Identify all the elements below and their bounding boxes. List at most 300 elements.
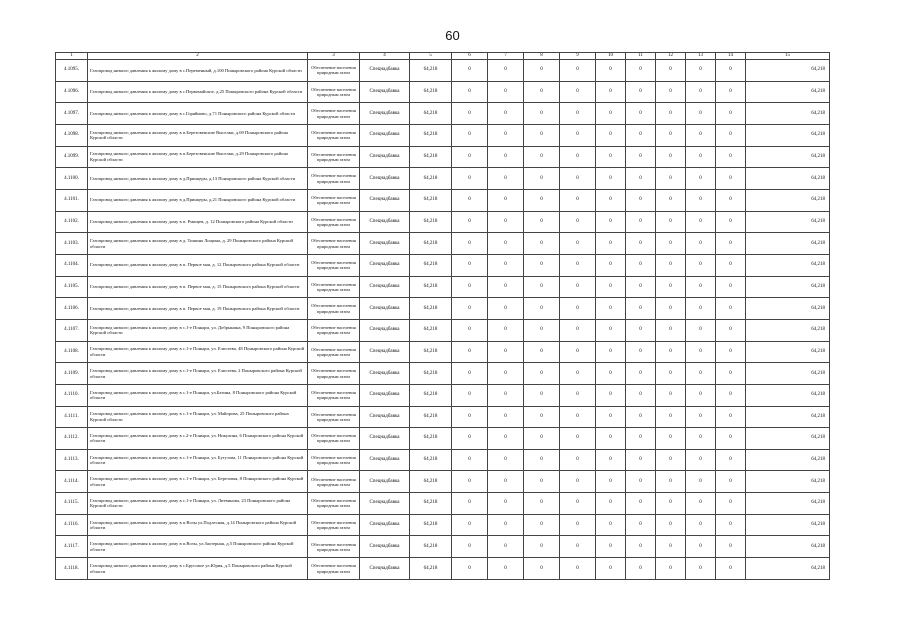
object-name: Газопровод низкого давления к жилому дому в с.1-е Поныри, ул. Березовая, 8 Поныровского района Курской области — [88, 471, 308, 493]
final-amount: 64,218 — [746, 341, 830, 363]
value-cell: 0 — [488, 514, 524, 536]
purpose-cell: Обеспечение населения природным газом — [308, 233, 360, 255]
final-amount: 64,218 — [746, 60, 830, 82]
value-cell: 0 — [596, 168, 626, 190]
column-number-header: 10 — [596, 53, 626, 60]
row-number: 4.1104. — [56, 254, 88, 276]
value-cell: 0 — [596, 103, 626, 125]
column-number-header: 4 — [360, 53, 410, 60]
value-cell: 0 — [560, 536, 596, 558]
purpose-cell: Обеспечение населения природным газом — [308, 449, 360, 471]
purpose-cell: Обеспечение населения природным газом — [308, 341, 360, 363]
table-row — [56, 449, 830, 471]
total-amount: 64,218 — [410, 341, 452, 363]
value-cell: 0 — [524, 146, 560, 168]
value-cell: 0 — [686, 363, 716, 385]
funding-source: Спецнадбавка — [360, 276, 410, 298]
value-cell: 0 — [626, 124, 656, 146]
row-number: 4.1097. — [56, 103, 88, 125]
object-name: Газопровод низкого давления к жилому дому в п. Первое мая, д. 19 Поныровского района Курской области — [88, 298, 308, 320]
total-amount: 64,218 — [410, 471, 452, 493]
value-cell: 0 — [452, 276, 488, 298]
value-cell: 0 — [716, 319, 746, 341]
funding-source: Спецнадбавка — [360, 493, 410, 515]
value-cell: 0 — [560, 406, 596, 428]
funding-source: Спецнадбавка — [360, 341, 410, 363]
row-number: 4.1118. — [56, 558, 88, 580]
total-amount: 64,218 — [410, 211, 452, 233]
row-number: 4.1100. — [56, 168, 88, 190]
value-cell: 0 — [626, 493, 656, 515]
final-amount: 64,218 — [746, 428, 830, 450]
value-cell: 0 — [626, 428, 656, 450]
value-cell: 0 — [656, 276, 686, 298]
value-cell: 0 — [626, 276, 656, 298]
table-row — [56, 428, 830, 450]
value-cell: 0 — [656, 60, 686, 82]
row-number: 4.1101. — [56, 189, 88, 211]
purpose-cell: Обеспечение населения природным газом — [308, 254, 360, 276]
value-cell: 0 — [488, 536, 524, 558]
object-name: Газопровод низкого давления к жилому дому в с.Первомайское, д.25 Поныровского района Курской области — [88, 81, 308, 103]
value-cell: 0 — [524, 211, 560, 233]
table-body — [56, 60, 830, 580]
column-number-header: 8 — [524, 53, 560, 60]
value-cell: 0 — [656, 536, 686, 558]
value-cell: 0 — [452, 124, 488, 146]
value-cell: 0 — [626, 449, 656, 471]
value-cell: 0 — [524, 428, 560, 450]
value-cell: 0 — [524, 471, 560, 493]
value-cell: 0 — [596, 233, 626, 255]
value-cell: 0 — [626, 514, 656, 536]
value-cell: 0 — [596, 60, 626, 82]
final-amount: 64,218 — [746, 211, 830, 233]
object-name: Газопровод низкого давления к жилому дому в с.1-е Поныри, ул. Майорова, 25 Поныровского района Курской области — [88, 406, 308, 428]
final-amount: 64,218 — [746, 276, 830, 298]
funding-source: Спецнадбавка — [360, 168, 410, 190]
value-cell: 0 — [716, 254, 746, 276]
value-cell: 0 — [716, 428, 746, 450]
table-row — [56, 103, 830, 125]
funding-source: Спецнадбавка — [360, 81, 410, 103]
value-cell: 0 — [452, 60, 488, 82]
table-row — [56, 319, 830, 341]
value-cell: 0 — [452, 536, 488, 558]
value-cell: 0 — [524, 406, 560, 428]
value-cell: 0 — [560, 514, 596, 536]
value-cell: 0 — [560, 558, 596, 580]
funding-source: Спецнадбавка — [360, 211, 410, 233]
total-amount: 64,218 — [410, 124, 452, 146]
final-amount: 64,218 — [746, 189, 830, 211]
row-number: 4.1108. — [56, 341, 88, 363]
value-cell: 0 — [716, 363, 746, 385]
row-number: 4.1116. — [56, 514, 88, 536]
value-cell: 0 — [524, 319, 560, 341]
final-amount: 64,218 — [746, 233, 830, 255]
value-cell: 0 — [686, 233, 716, 255]
value-cell: 0 — [686, 384, 716, 406]
value-cell: 0 — [686, 298, 716, 320]
row-number: 4.1117. — [56, 536, 88, 558]
purpose-cell: Обеспечение населения природным газом — [308, 363, 360, 385]
value-cell: 0 — [524, 124, 560, 146]
object-name: Газопровод низкого давления к жилому дому в п.Возы ул.Подлесная, д.14 Поныровского района Курской области — [88, 514, 308, 536]
purpose-cell: Обеспечение населения природным газом — [308, 124, 360, 146]
value-cell: 0 — [626, 319, 656, 341]
purpose-cell: Обеспечение населения природным газом — [308, 276, 360, 298]
value-cell: 0 — [488, 363, 524, 385]
total-amount: 64,218 — [410, 319, 452, 341]
value-cell: 0 — [524, 168, 560, 190]
value-cell: 0 — [524, 60, 560, 82]
value-cell: 0 — [596, 254, 626, 276]
value-cell: 0 — [560, 449, 596, 471]
total-amount: 64,218 — [410, 449, 452, 471]
value-cell: 0 — [560, 363, 596, 385]
total-amount: 64,218 — [410, 168, 452, 190]
object-name: Газопровод низкого давления к жилому дому в с.Горяйново, д.71 Поныровского района Курской области — [88, 103, 308, 125]
total-amount: 64,218 — [410, 254, 452, 276]
value-cell: 0 — [524, 514, 560, 536]
value-cell: 0 — [686, 406, 716, 428]
value-cell: 0 — [716, 233, 746, 255]
funding-source: Спецнадбавка — [360, 384, 410, 406]
value-cell: 0 — [686, 103, 716, 125]
final-amount: 64,218 — [746, 146, 830, 168]
value-cell: 0 — [626, 536, 656, 558]
funding-source: Спецнадбавка — [360, 233, 410, 255]
value-cell: 0 — [656, 493, 686, 515]
value-cell: 0 — [560, 341, 596, 363]
value-cell: 0 — [596, 211, 626, 233]
value-cell: 0 — [560, 384, 596, 406]
funding-source: Спецнадбавка — [360, 558, 410, 580]
column-number-header: 9 — [560, 53, 596, 60]
final-amount: 64,218 — [746, 449, 830, 471]
value-cell: 0 — [488, 406, 524, 428]
value-cell: 0 — [596, 514, 626, 536]
value-cell: 0 — [488, 233, 524, 255]
value-cell: 0 — [716, 384, 746, 406]
table-row — [56, 81, 830, 103]
value-cell: 0 — [686, 493, 716, 515]
purpose-cell: Обеспечение населения природным газом — [308, 298, 360, 320]
value-cell: 0 — [452, 493, 488, 515]
final-amount: 64,218 — [746, 298, 830, 320]
value-cell: 0 — [656, 558, 686, 580]
value-cell: 0 — [656, 103, 686, 125]
final-amount: 64,218 — [746, 384, 830, 406]
value-cell: 0 — [452, 146, 488, 168]
value-cell: 0 — [488, 254, 524, 276]
purpose-cell: Обеспечение населения природным газом — [308, 211, 360, 233]
value-cell: 0 — [716, 514, 746, 536]
value-cell: 0 — [596, 363, 626, 385]
funding-source: Спецнадбавка — [360, 254, 410, 276]
value-cell: 0 — [488, 319, 524, 341]
value-cell: 0 — [716, 189, 746, 211]
purpose-cell: Обеспечение населения природным газом — [308, 428, 360, 450]
value-cell: 0 — [626, 168, 656, 190]
row-number: 4.1110. — [56, 384, 88, 406]
value-cell: 0 — [488, 341, 524, 363]
value-cell: 0 — [452, 341, 488, 363]
value-cell: 0 — [656, 168, 686, 190]
value-cell: 0 — [656, 406, 686, 428]
value-cell: 0 — [656, 189, 686, 211]
value-cell: 0 — [596, 124, 626, 146]
column-number-header: 7 — [488, 53, 524, 60]
value-cell: 0 — [560, 298, 596, 320]
value-cell: 0 — [596, 536, 626, 558]
value-cell: 0 — [560, 254, 596, 276]
value-cell: 0 — [656, 298, 686, 320]
object-name: Газопровод низкого давления к жилому дому в д. Тишина Лощина, д. 29 Поныровского района Курской области — [88, 233, 308, 255]
value-cell: 0 — [488, 146, 524, 168]
value-cell: 0 — [524, 493, 560, 515]
table-row — [56, 341, 830, 363]
value-cell: 0 — [686, 449, 716, 471]
funding-source: Спецнадбавка — [360, 406, 410, 428]
table-row — [56, 60, 830, 82]
object-name: Газопровод низкого давления к жилому дому в д.Принцеры, д.13 Поныровского района Курской области — [88, 168, 308, 190]
value-cell: 0 — [686, 319, 716, 341]
final-amount: 64,218 — [746, 168, 830, 190]
row-number: 4.1098. — [56, 124, 88, 146]
final-amount: 64,218 — [746, 558, 830, 580]
value-cell: 0 — [596, 471, 626, 493]
value-cell: 0 — [716, 60, 746, 82]
purpose-cell: Обеспечение населения природным газом — [308, 493, 360, 515]
value-cell: 0 — [686, 254, 716, 276]
value-cell: 0 — [656, 363, 686, 385]
funding-source: Спецнадбавка — [360, 189, 410, 211]
final-amount: 64,218 — [746, 536, 830, 558]
value-cell: 0 — [488, 168, 524, 190]
total-amount: 64,218 — [410, 60, 452, 82]
value-cell: 0 — [686, 514, 716, 536]
value-cell: 0 — [488, 189, 524, 211]
value-cell: 0 — [488, 60, 524, 82]
value-cell: 0 — [716, 493, 746, 515]
value-cell: 0 — [626, 406, 656, 428]
value-cell: 0 — [488, 276, 524, 298]
object-name: Газопровод низкого давления к жилому дому в п. Рмищев, д. 12 Поныровского района Курской области — [88, 211, 308, 233]
object-name: Газопровод низкого давления к жилому дому в п.Возы, ул.Заозерная, д.5 Поныровского района Курской области — [88, 536, 308, 558]
value-cell: 0 — [656, 146, 686, 168]
purpose-cell: Обеспечение населения природным газом — [308, 319, 360, 341]
funding-source: Спецнадбавка — [360, 319, 410, 341]
value-cell: 0 — [488, 493, 524, 515]
table-row — [56, 124, 830, 146]
object-name: Газопровод низкого давления к жилому дому в п. Первое мая, д. 15 Поныровского района Курской области — [88, 276, 308, 298]
row-number: 4.1115. — [56, 493, 88, 515]
object-name: Газопровод низкого давления к жилому дому в с.1-е Поныри, ул. Елисеева, 48 Поныровского района Курской области — [88, 341, 308, 363]
funding-source: Спецнадбавка — [360, 60, 410, 82]
value-cell: 0 — [452, 471, 488, 493]
total-amount: 64,218 — [410, 514, 452, 536]
value-cell: 0 — [686, 536, 716, 558]
value-cell: 0 — [524, 298, 560, 320]
value-cell: 0 — [560, 168, 596, 190]
value-cell: 0 — [656, 319, 686, 341]
value-cell: 0 — [524, 384, 560, 406]
value-cell: 0 — [656, 471, 686, 493]
value-cell: 0 — [596, 428, 626, 450]
purpose-cell: Обеспечение населения природным газом — [308, 536, 360, 558]
total-amount: 64,218 — [410, 406, 452, 428]
value-cell: 0 — [716, 276, 746, 298]
table-row — [56, 558, 830, 580]
purpose-cell: Обеспечение населения природным газом — [308, 471, 360, 493]
value-cell: 0 — [452, 363, 488, 385]
value-cell: 0 — [686, 168, 716, 190]
value-cell: 0 — [560, 493, 596, 515]
value-cell: 0 — [560, 124, 596, 146]
value-cell: 0 — [452, 514, 488, 536]
page-number: 60 — [445, 28, 460, 43]
object-name: Газопровод низкого давления к жилому дому в с.1-е Поныри, ул. Бутузова, 11 Поныровского района Курской области — [88, 449, 308, 471]
table-row — [56, 363, 830, 385]
value-cell: 0 — [452, 254, 488, 276]
funding-source: Спецнадбавка — [360, 298, 410, 320]
row-number: 4.1106. — [56, 298, 88, 320]
value-cell: 0 — [560, 60, 596, 82]
object-name: Газопровод низкого давления к жилому дому в с.1-е Поныри, ул.Батина, 8 Поныровского района Курской области — [88, 384, 308, 406]
object-name: Газопровод низкого давления к жилому дому в д.Принцеры, д.21 Поныровского района Курской области — [88, 189, 308, 211]
value-cell: 0 — [560, 103, 596, 125]
value-cell: 0 — [596, 493, 626, 515]
value-cell: 0 — [716, 124, 746, 146]
value-cell: 0 — [452, 406, 488, 428]
object-name: Газопровод низкого давления к жилому дому в с.Переменный, д.100 Поныровского района Курской области — [88, 60, 308, 82]
value-cell: 0 — [524, 233, 560, 255]
value-cell: 0 — [626, 363, 656, 385]
value-cell: 0 — [560, 146, 596, 168]
column-number-header: 11 — [626, 53, 656, 60]
value-cell: 0 — [452, 449, 488, 471]
final-amount: 64,218 — [746, 493, 830, 515]
value-cell: 0 — [488, 449, 524, 471]
value-cell: 0 — [656, 384, 686, 406]
total-amount: 64,218 — [410, 81, 452, 103]
value-cell: 0 — [686, 81, 716, 103]
row-number: 4.1099. — [56, 146, 88, 168]
value-cell: 0 — [452, 211, 488, 233]
value-cell: 0 — [488, 103, 524, 125]
value-cell: 0 — [524, 189, 560, 211]
row-number: 4.1096. — [56, 81, 88, 103]
value-cell: 0 — [656, 81, 686, 103]
total-amount: 64,218 — [410, 189, 452, 211]
value-cell: 0 — [596, 341, 626, 363]
value-cell: 0 — [488, 558, 524, 580]
value-cell: 0 — [488, 471, 524, 493]
value-cell: 0 — [656, 341, 686, 363]
value-cell: 0 — [488, 428, 524, 450]
object-name: Газопровод низкого давления к жилому дому в п.Березовенские Выселки, д.69 Поныровского района Курской области — [88, 124, 308, 146]
final-amount: 64,218 — [746, 514, 830, 536]
value-cell: 0 — [626, 254, 656, 276]
total-amount: 64,218 — [410, 428, 452, 450]
value-cell: 0 — [716, 211, 746, 233]
row-number: 4.1113. — [56, 449, 88, 471]
value-cell: 0 — [524, 558, 560, 580]
column-number-header: 13 — [686, 53, 716, 60]
total-amount: 64,218 — [410, 103, 452, 125]
funding-source: Спецнадбавка — [360, 536, 410, 558]
value-cell: 0 — [626, 341, 656, 363]
value-cell: 0 — [452, 233, 488, 255]
value-cell: 0 — [686, 276, 716, 298]
value-cell: 0 — [596, 146, 626, 168]
purpose-cell: Обеспечение населения природным газом — [308, 514, 360, 536]
funding-source: Спецнадбавка — [360, 124, 410, 146]
value-cell: 0 — [488, 298, 524, 320]
object-name: Газопровод низкого давления к жилому дому в с.1-е Поныри, ул. Елисеева, 2 Поныровского района Курской области — [88, 363, 308, 385]
value-cell: 0 — [656, 124, 686, 146]
total-amount: 64,218 — [410, 363, 452, 385]
purpose-cell: Обеспечение населения природным газом — [308, 168, 360, 190]
table-row — [56, 298, 830, 320]
value-cell: 0 — [524, 81, 560, 103]
column-number-header: 12 — [656, 53, 686, 60]
value-cell: 0 — [716, 471, 746, 493]
value-cell: 0 — [524, 254, 560, 276]
total-amount: 64,218 — [410, 298, 452, 320]
value-cell: 0 — [452, 103, 488, 125]
value-cell: 0 — [686, 558, 716, 580]
value-cell: 0 — [656, 428, 686, 450]
value-cell: 0 — [560, 471, 596, 493]
value-cell: 0 — [560, 81, 596, 103]
funding-source: Спецнадбавка — [360, 103, 410, 125]
object-name: Газопровод низкого давления к жилому дому в п. Первое мая, д. 12 Поныровского района Курской области — [88, 254, 308, 276]
value-cell: 0 — [524, 363, 560, 385]
table-row — [56, 211, 830, 233]
object-name: Газопровод низкого давления к жилому дому в п.Березовенские Выселки, д.29 Поныровского района Курской области — [88, 146, 308, 168]
row-number: 4.1102. — [56, 211, 88, 233]
column-number-header: 6 — [452, 53, 488, 60]
value-cell: 0 — [452, 189, 488, 211]
value-cell: 0 — [596, 384, 626, 406]
funding-source: Спецнадбавка — [360, 146, 410, 168]
object-name: Газопровод низкого давления к жилому дому в с.1-е Поныри, ул. Добрынина, 9 Поныровского района Курской области — [88, 319, 308, 341]
value-cell: 0 — [716, 341, 746, 363]
value-cell: 0 — [560, 233, 596, 255]
final-amount: 64,218 — [746, 471, 830, 493]
column-number-header: 2 — [88, 53, 308, 60]
total-amount: 64,218 — [410, 493, 452, 515]
purpose-cell: Обеспечение населения природным газом — [308, 60, 360, 82]
total-amount: 64,218 — [410, 233, 452, 255]
row-number: 4.1103. — [56, 233, 88, 255]
value-cell: 0 — [596, 189, 626, 211]
value-cell: 0 — [596, 298, 626, 320]
purpose-cell: Обеспечение населения природным газом — [308, 189, 360, 211]
column-number-header: 14 — [716, 53, 746, 60]
funding-source: Спецнадбавка — [360, 514, 410, 536]
value-cell: 0 — [626, 211, 656, 233]
value-cell: 0 — [716, 536, 746, 558]
total-amount: 64,218 — [410, 536, 452, 558]
funding-source: Спецнадбавка — [360, 471, 410, 493]
value-cell: 0 — [488, 124, 524, 146]
value-cell: 0 — [686, 124, 716, 146]
value-cell: 0 — [626, 558, 656, 580]
